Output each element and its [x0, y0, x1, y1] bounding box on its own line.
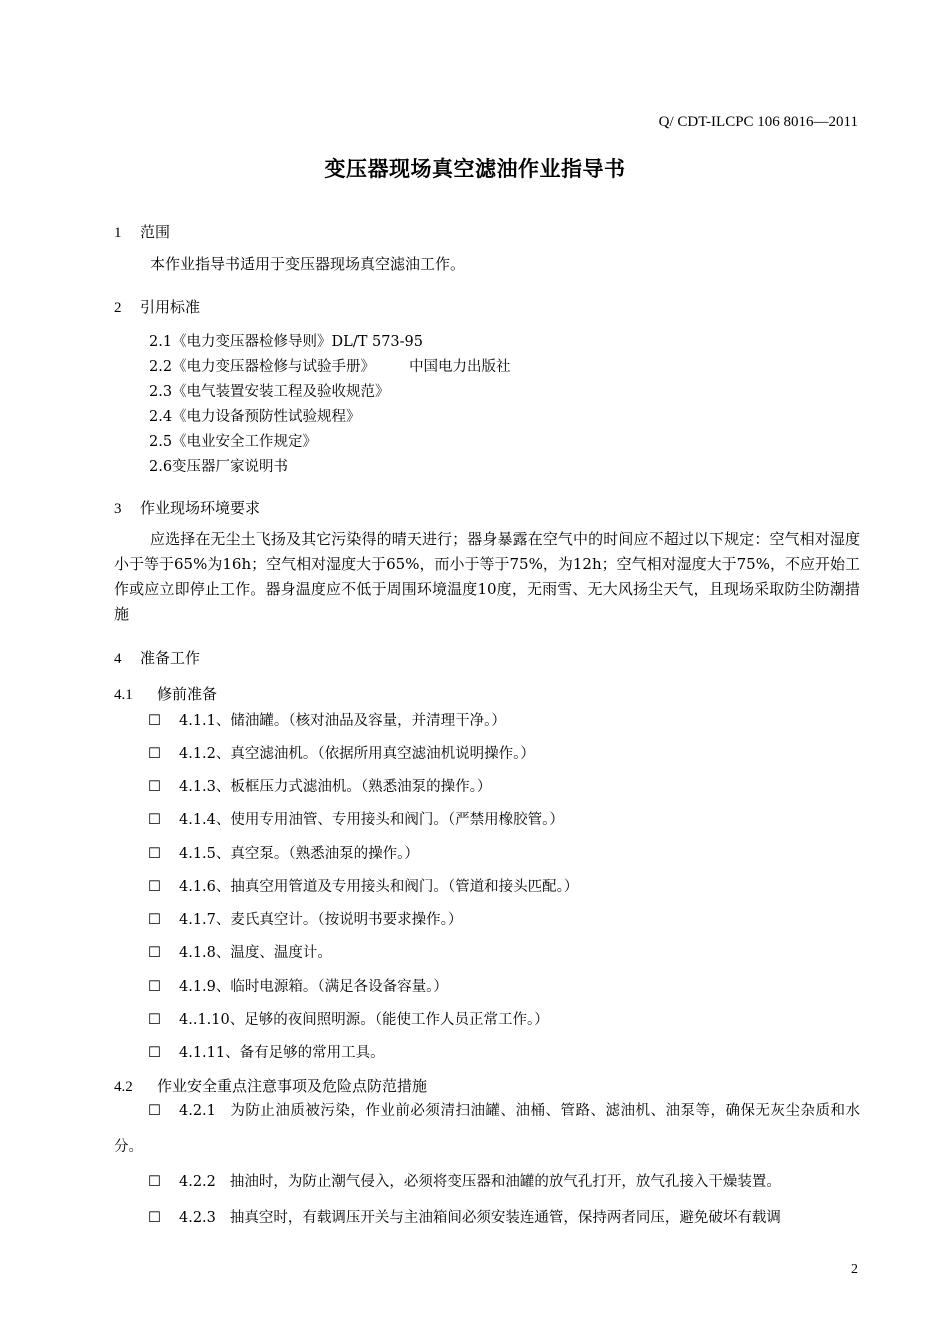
checklist-item — [148, 842, 419, 863]
reference-item — [149, 355, 511, 376]
reference-publisher: 中国电力出版社 — [409, 359, 511, 375]
checkbox-icon[interactable]: ☐ — [148, 1012, 161, 1028]
document-number: Q/ CDT-ILCPC 106 8016—2011 — [658, 114, 858, 130]
checklist-item-text: 4.1.5、真空泵。（熟悉油泵的操作。） — [179, 846, 419, 862]
checklist-item-text: 4.1.2、真空滤油机。（依据所用真空滤油机说明操作。） — [179, 746, 535, 762]
section-number: 1 — [114, 225, 122, 241]
checkbox-icon[interactable]: ☐ — [148, 1174, 161, 1190]
checkbox-icon[interactable]: ☐ — [148, 912, 161, 928]
section-heading-refs — [114, 296, 200, 317]
environment-text: 应选择在无尘土飞扬及其它污染得的晴天进行；器身暴露在空气中的时间应不超过以下规定：空气相对湿度小于等于65%为16h；空气相对湿度大于65%，而小于等于75%，为12h；空气相对湿度大于75%，不应开始工作或应立即停止工作。器身温度应不低于周围环境温度10度，无雨雪、无大风扬尘天气，且现场采取防尘防潮措施 — [114, 530, 860, 623]
checklist-item-text: 4.1.11、备有足够的常用工具。 — [179, 1045, 385, 1061]
scope-text: 本作业指导书适用于变压器现场真空滤油工作。 — [150, 255, 466, 273]
checkbox-icon[interactable]: ☐ — [148, 879, 161, 895]
checkbox-icon[interactable]: ☐ — [148, 812, 161, 828]
reference-item: 2.1《电力变压器检修导则》DL/T 573-95 — [149, 334, 424, 350]
safety-item — [114, 1093, 860, 1165]
subsection-number: 4.2 — [114, 1079, 133, 1095]
checklist-item-text: 4.1.7、麦氏真空计。（按说明书要求操作。） — [179, 912, 463, 928]
checklist-item-text: 4.1.8、温度、温度计。 — [179, 945, 332, 961]
checklist-item-text: 4.1.9、临时电源箱。（满足各设备容量。） — [179, 979, 448, 995]
checkbox-icon[interactable]: ☐ — [148, 779, 161, 795]
section-title: 引用标准 — [140, 298, 201, 316]
checklist-item — [148, 808, 564, 829]
checklist-item — [148, 908, 462, 929]
subsection-number: 4.1 — [114, 687, 133, 703]
checkbox-icon[interactable]: ☐ — [148, 846, 161, 862]
checkbox-icon[interactable]: ☐ — [148, 979, 161, 995]
safety-item — [148, 1206, 781, 1227]
checkbox-icon[interactable]: ☐ — [148, 1045, 161, 1061]
checklist-item-text: 4.1.6、抽真空用管道及专用接头和阀门。（管道和接头匹配。） — [179, 879, 579, 895]
safety-item — [148, 1170, 781, 1191]
safety-item-text: 抽真空时，有载调压开关与主油箱间必须安装连通管，保持两者同压，避免破坏有载调 — [229, 1210, 781, 1226]
reference-item: 2.3《电气装置安装工程及验收规范》 — [149, 384, 390, 400]
safety-item-number: 4.2.2 — [179, 1174, 216, 1190]
section-number: 3 — [114, 501, 122, 517]
reference-item: 2.4《电力设备预防性试验规程》 — [149, 409, 361, 425]
section-number: 2 — [114, 300, 122, 316]
checklist-item — [148, 709, 506, 730]
checkbox-icon[interactable]: ☐ — [148, 1103, 161, 1119]
checkbox-icon[interactable]: ☐ — [148, 713, 161, 729]
checklist-item — [148, 975, 448, 996]
checklist-item-text: 4..1.10、足够的夜间照明源。（能使工作人员正常工作。） — [179, 1012, 549, 1028]
checklist-item-text: 4.1.4、使用专用油管、专用接头和阀门。（严禁用橡胶管。） — [179, 812, 564, 828]
checklist-item — [148, 941, 332, 962]
section-number: 4 — [114, 651, 122, 667]
section-heading-scope — [114, 221, 170, 242]
checkbox-icon[interactable]: ☐ — [148, 945, 161, 961]
reference-item-title: 2.2《电力变压器检修与试验手册》 — [149, 359, 376, 375]
page-title: 变压器现场真空滤油作业指导书 — [324, 157, 626, 181]
checkbox-icon[interactable]: ☐ — [148, 1210, 161, 1226]
section-title: 准备工作 — [140, 649, 201, 667]
section-title: 范围 — [140, 223, 171, 241]
subsection-heading-4-1 — [114, 683, 217, 704]
checklist-item — [148, 742, 535, 763]
safety-item-number: 4.2.1 — [179, 1103, 216, 1119]
safety-item-number: 4.2.3 — [179, 1210, 216, 1226]
checkbox-icon[interactable]: ☐ — [148, 746, 161, 762]
checklist-item — [148, 1041, 385, 1062]
page-number: 2 — [851, 1262, 858, 1277]
safety-item-text: 为防止油质被污染，作业前必须清扫油罐、油桶、管路、滤油机、油泵等，确保无灰尘杂质和水分。 — [114, 1103, 860, 1155]
checklist-item-text: 4.1.3、板框压力式滤油机。（熟悉油泵的操作。） — [179, 779, 492, 795]
checklist-item — [148, 775, 491, 796]
reference-item: 2.6变压器厂家说明书 — [149, 459, 289, 475]
section-title: 作业现场环境要求 — [140, 499, 261, 517]
checklist-item — [148, 1008, 549, 1029]
section-heading-environment — [114, 497, 260, 518]
checklist-item-text: 4.1.1、储油罐。（核对油品及容量，并清理干净。） — [179, 713, 506, 729]
subsection-title: 修前准备 — [157, 685, 218, 703]
safety-item-text: 抽油时，为防止潮气侵入，必须将变压器和油罐的放气孔打开，放气孔接入干燥装置。 — [229, 1174, 781, 1190]
subsection-title: 作业安全重点注意事项及危险点防范措施 — [157, 1077, 428, 1095]
section-heading-preparation — [114, 647, 200, 668]
reference-item: 2.5《电业安全工作规定》 — [149, 434, 318, 450]
checklist-item — [148, 875, 578, 896]
